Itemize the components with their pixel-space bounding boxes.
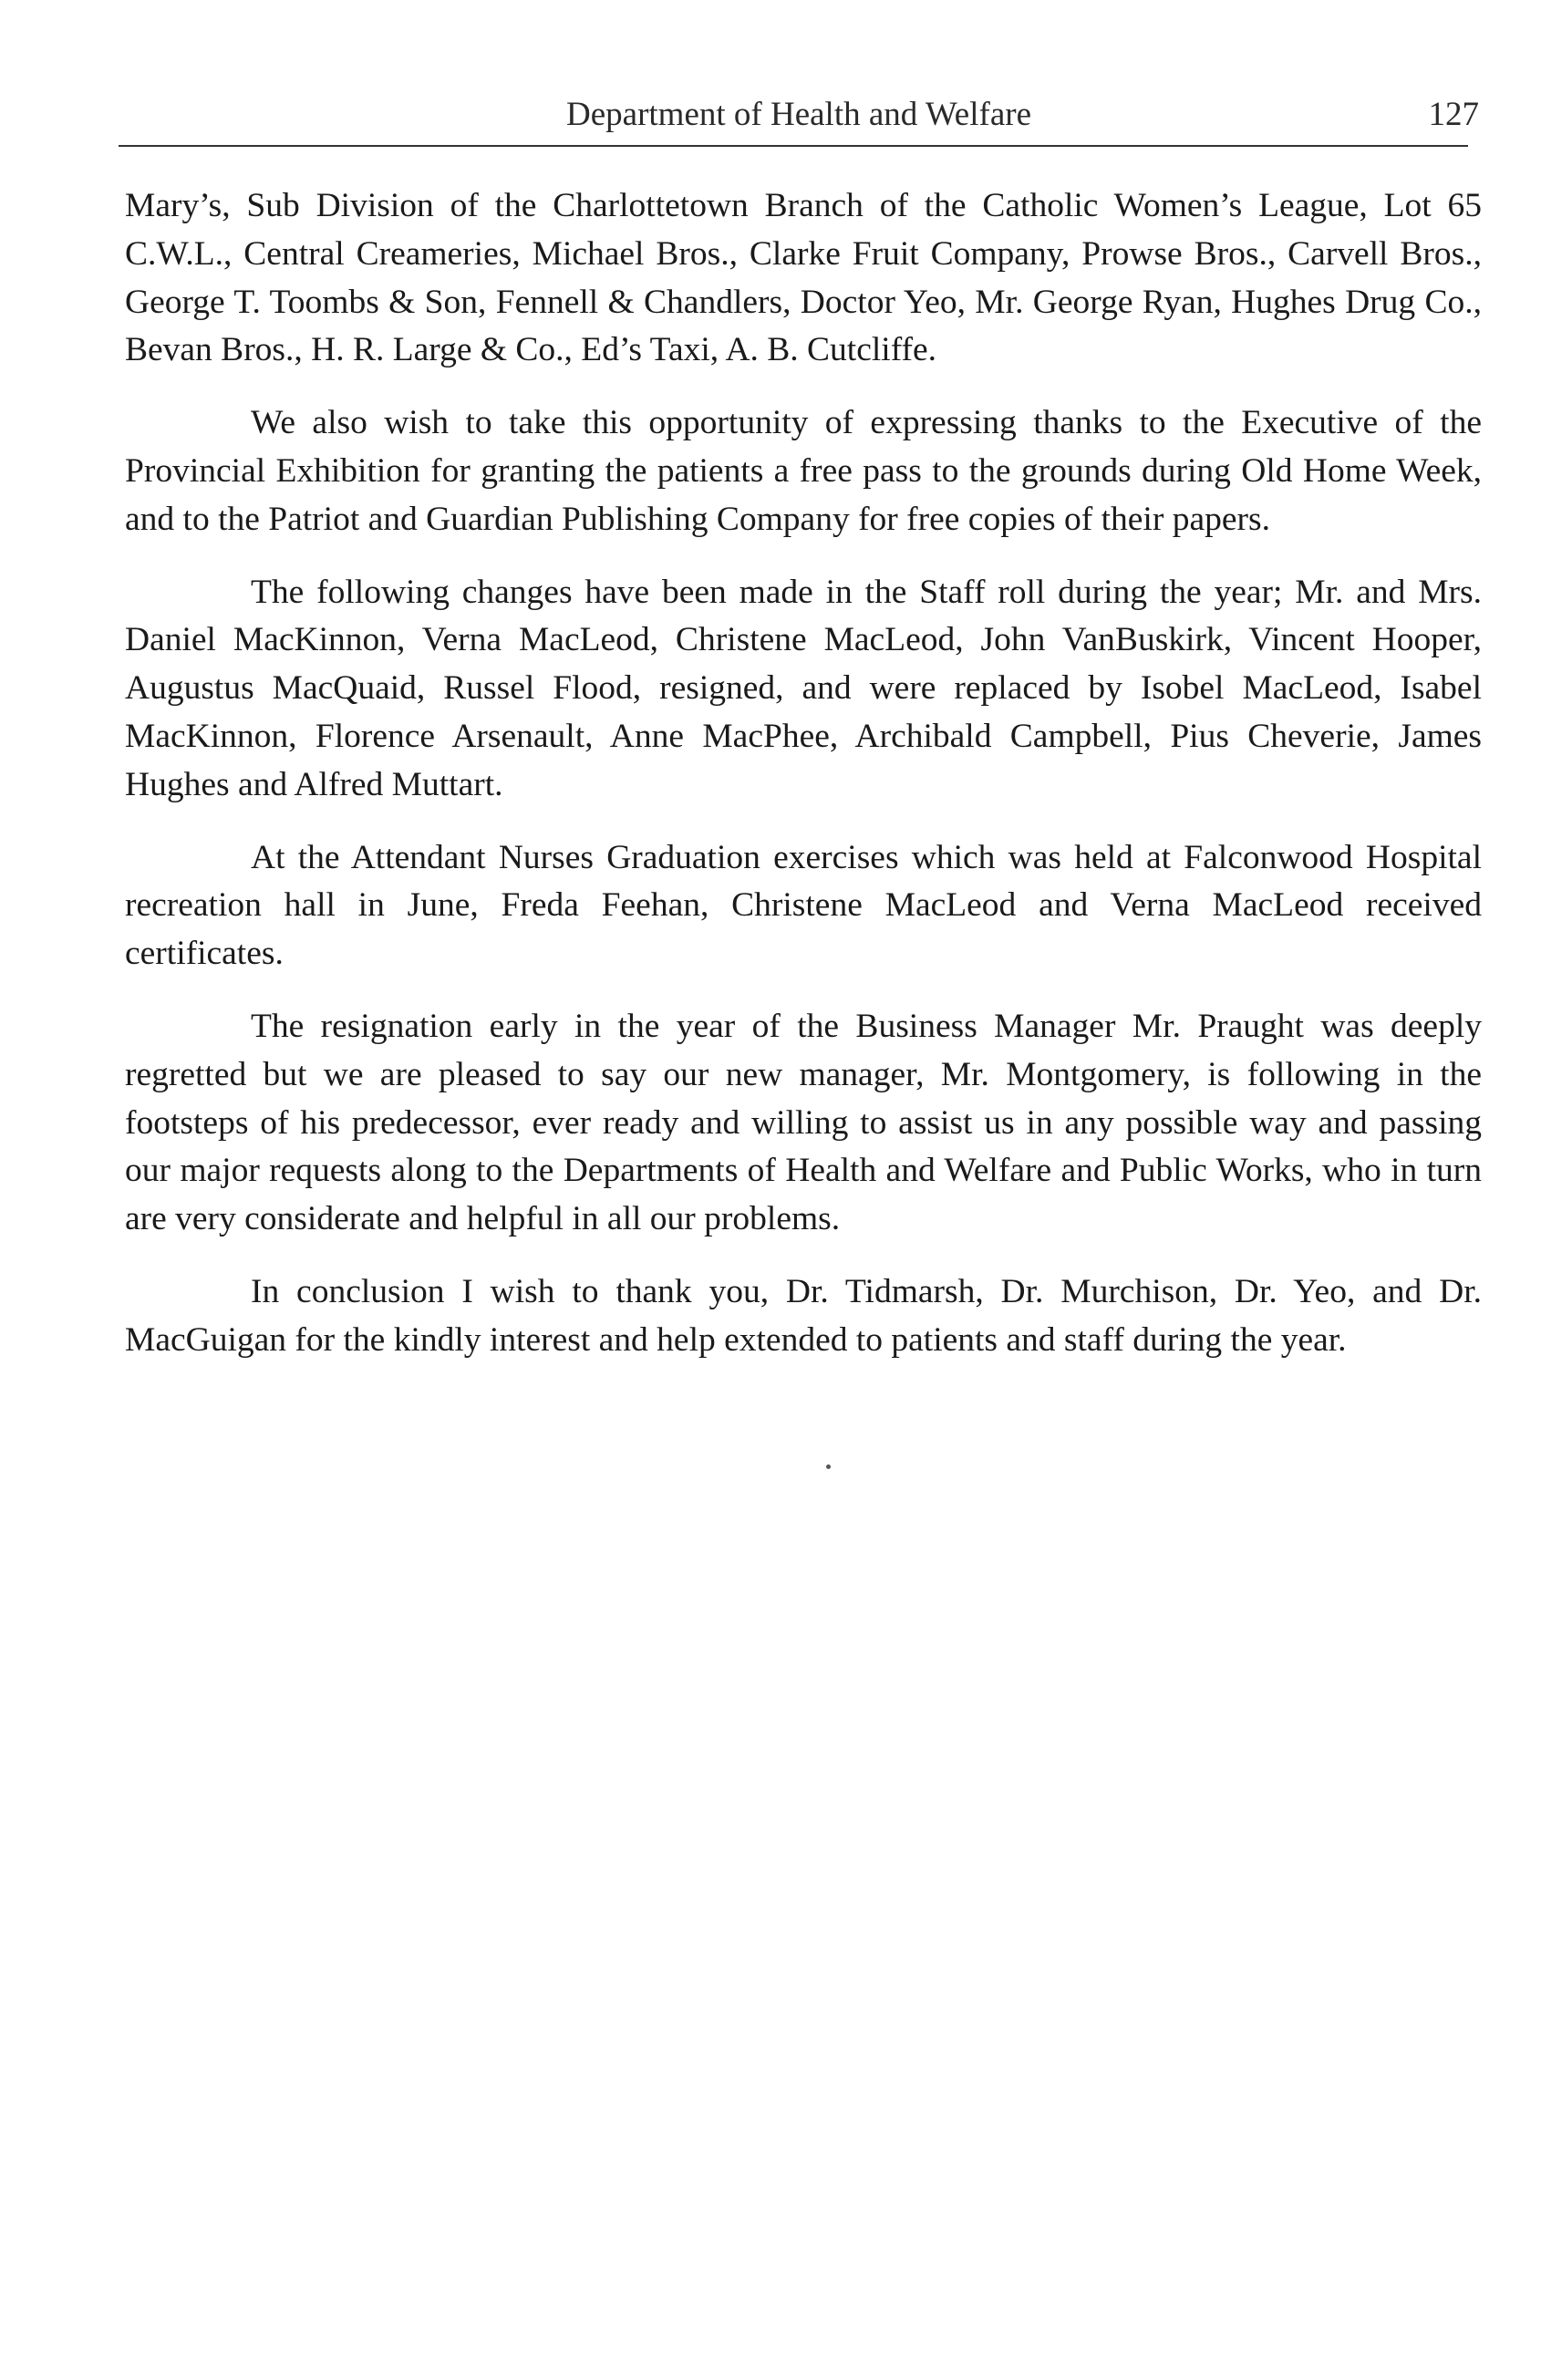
page-header [119, 89, 1479, 140]
paragraph-conclusion: In conclusion I wish to thank you, Dr. Tidmarsh, Dr. Murchison, Dr. Yeo, and Dr. MacGuigan for the kindly interest and help extended to patients and staff during the year. [125, 1272, 1482, 1359]
stray-mark [826, 1464, 831, 1469]
running-title: Department of Health and Welfare [566, 96, 1031, 133]
page-number: 127 [1428, 96, 1479, 133]
body-text [125, 182, 1482, 1365]
paragraph-graduation: At the Attendant Nurses Graduation exercises which was held at Falconwood Hospital recreation hall in June, Freda Feehan, Christene MacLeod and Verna MacLeod received certificates. [125, 838, 1482, 973]
paragraph-donors-continued: Mary’s, Sub Division of the Charlottetown Branch of the Catholic Women’s League, Lot 65 C.W.L., Central Creameries, Michael Bros., Clarke Fruit Company, Prowse Bros., Carvell Bros., George T. Toombs & Son, Fennell & Chandlers, Doctor Yeo, Mr. George Ryan, Hughes Drug Co., Bevan Bros., H. R. Large & Co., Ed’s Taxi, A. B. Cutcliffe. [125, 187, 1482, 369]
paragraph-business-manager: The resignation early in the year of the Business Manager Mr. Praught was deeply regretted but we are pleased to say our new manager, Mr. Montgomery, is following in the footsteps of his predecessor, ever ready and willing to assist us in any possible way and passing our major requests along to the Departments of Health and Welfare and Public Works, who in turn are very considerate and helpful in all our problems. [125, 1007, 1482, 1238]
header-rule [119, 145, 1468, 147]
paragraph-staff-changes: The following changes have been made in the Staff roll during the year; Mr. and Mrs. Daniel MacKinnon, Verna MacLeod, Christene MacLeod, John VanBuskirk, Vincent Hooper, Augustus MacQuaid, Russel Flood, resigned, and were replaced by Isobel MacLeod, Isabel MacKinnon, Florence Arsenault, Anne MacPhee, Archibald Campbell, Pius Cheverie, James Hughes and Alfred Muttart. [125, 573, 1482, 803]
paragraph-exhibition-thanks: We also wish to take this opportunity of expressing thanks to the Executive of the Provincial Exhibition for granting the patients a free pass to the grounds during Old Home Week, and to the Patriot and Guardian Publishing Company for free copies of their papers. [125, 404, 1482, 538]
